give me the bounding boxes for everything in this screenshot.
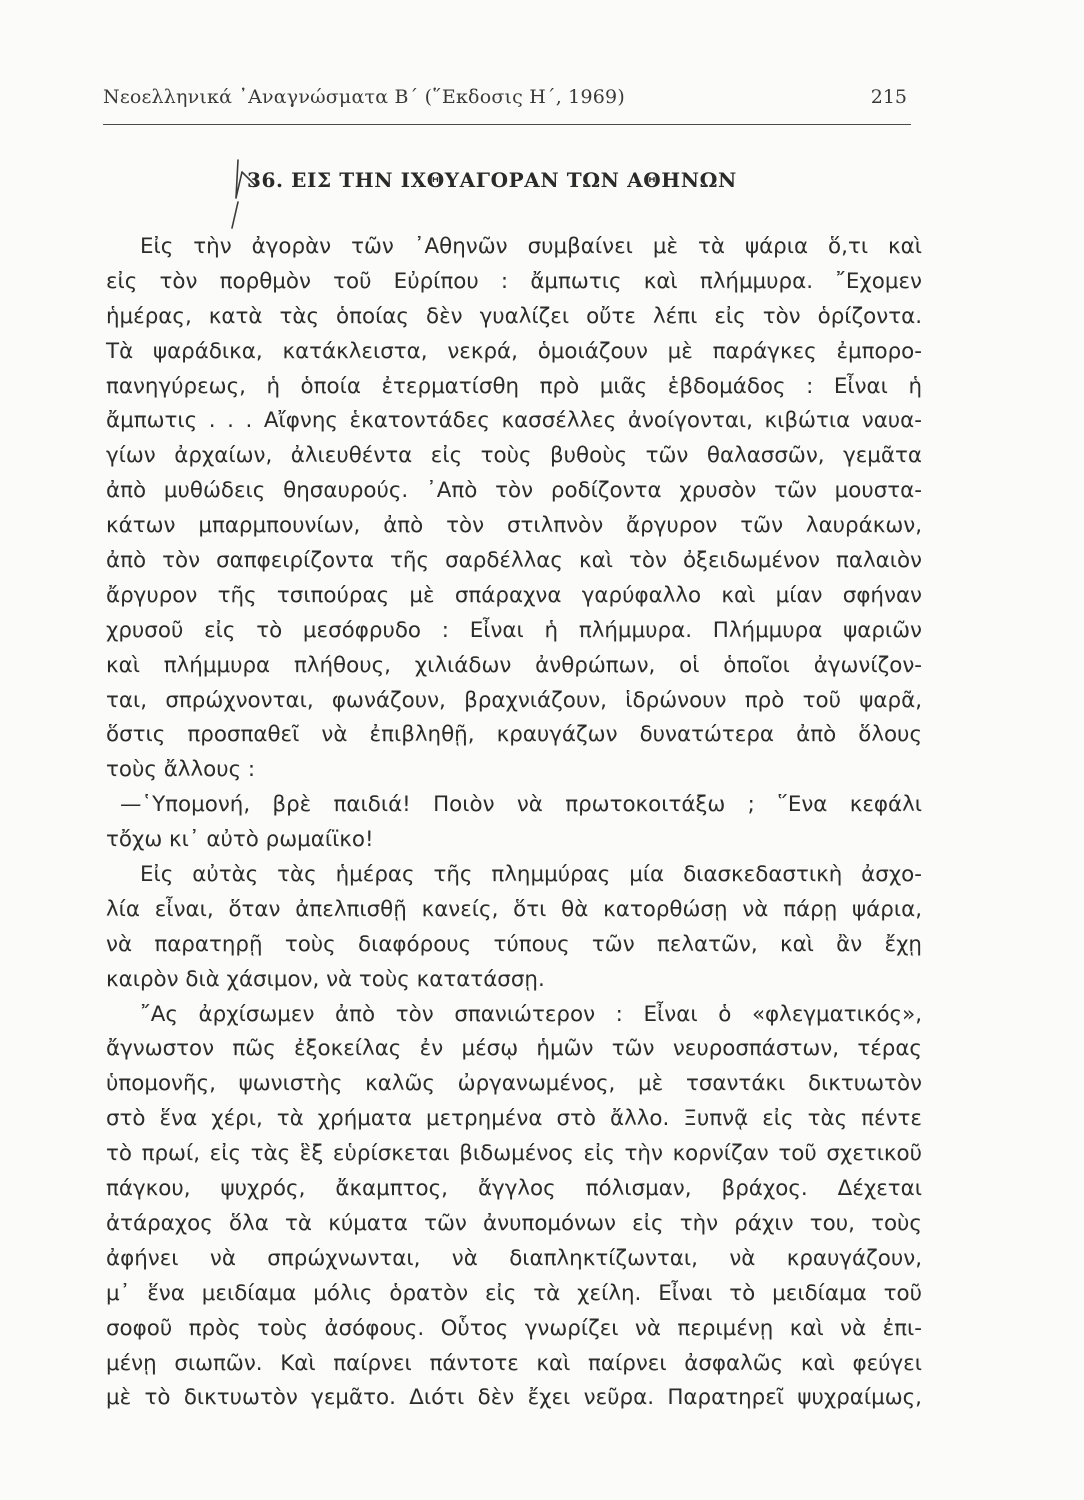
text-line: Τὰ ψαράδικα, κατάκλειστα, νεκρά, ὁμοιάζουν μὲ παράγκες ἐμπορο-	[106, 338, 922, 364]
text-line: μὲ τὸ δικτυωτὸν γεμᾶτο. Διότι δὲν ἔχει νεῦρα. Παρατηρεῖ ψυχραίμως,	[106, 1385, 922, 1411]
text-line: Εἰς τὴν ἀγορὰν τῶν ᾿Αθηνῶν συμβαίνει μὲ τὰ ψάρια ὅ,τι καὶ	[140, 234, 922, 259]
text-line: ἄγνωστον πῶς ἐξοκείλας ἐν μέσῳ ἡμῶν τῶν νευροσπάστων, τέρας	[106, 1036, 922, 1062]
text-line: ἀπὸ μυθώδεις θησαυρούς. ᾿Απὸ τὸν ροδίζοντα χρυσὸν τῶν μουστα-	[106, 478, 922, 504]
text-line: καὶ πλήμμυρα πλήθους, χιλιάδων ἀνθρώπων, οἱ ὁποῖοι ἀγωνίζον-	[106, 652, 922, 678]
text-line: πανηγύρεως, ἡ ὁποία ἐτερματίσθη πρὸ μιᾶς ἑβδομάδος : Εἶναι ἡ	[106, 373, 922, 399]
text-line: ἄργυρον τῆς τσιπούρας μὲ σπάραχνα γαρύφαλλο καὶ μίαν σφήναν	[106, 582, 922, 608]
text-line: μ᾿ ἕνα μειδίαμα μόλις ὁρατὸν εἰς τὰ χείλη. Εἶναι τὸ μειδίαμα τοῦ	[106, 1280, 922, 1306]
text-line: τοὺς ἄλλους :	[106, 757, 256, 783]
text-line: ἡμέρας, κατὰ τὰς ὁποίας δὲν γυαλίζει οὔτε λέπι εἰς τὸν ὁρίζοντα.	[106, 303, 922, 329]
text-line: τὸ πρωί, εἰς τὰς ἓξ εὑρίσκεται βιδωμένος εἰς τὴν κορνίζαν τοῦ σχετικοῦ	[106, 1141, 922, 1167]
text-line: καιρὸν διὰ χάσιμον, νὰ τοὺς κατατάσσῃ.	[106, 966, 545, 992]
text-line: τὄχω κι᾿ αὐτὸ ρωμαίϊκο!	[106, 827, 374, 853]
text-line: ὅστις προσπαθεῖ νὰ ἐπιβληθῇ, κραυγάζων δυνατώτερα ἀπὸ ὅλους	[106, 722, 922, 748]
text-line: Εἰς αὐτὰς τὰς ἡμέρας τῆς πλημμύρας μία διασκεδαστικὴ ἀσχο-	[140, 862, 922, 888]
text-line: σοφοῦ πρὸς τοὺς ἀσόφους. Οὗτος γνωρίζει νὰ περιμένῃ καὶ νὰ ἐπι-	[106, 1315, 922, 1341]
text-line: ὑπομονῆς, ψωνιστὴς καλῶς ὠργανωμένος, μὲ τσαντάκι δικτυωτὸν	[106, 1071, 922, 1097]
section-title: 36. ΕΙΣ ΤΗΝ ΙΧΘΥΑΓΟΡΑΝ ΤΩΝ ΑΘΗΝΩΝ	[247, 168, 737, 192]
text-line: μένῃ σιωπῶν. Καὶ παίρνει πάντοτε καὶ παίρνει ἀσφαλῶς καὶ φεύγει	[106, 1350, 922, 1376]
text-line: ἀφήνει νὰ σπρώχνωνται, νὰ διαπληκτίζωνται, νὰ κραυγάζουν,	[106, 1245, 922, 1271]
text-line: ται, σπρώχνονται, φωνάζουν, βραχνιάζουν, ἱδρώνουν πρὸ τοῦ ψαρᾶ,	[106, 687, 922, 713]
text-line: λία εἶναι, ὅταν ἀπελπισθῇ κανείς, ὅτι θὰ κατορθώσῃ νὰ πάρῃ ψάρια,	[106, 896, 922, 922]
text-line: ῎Ας ἀρχίσωμεν ἀπὸ τὸν σπανιώτερον : Εἶναι ὁ «φλεγματικός»,	[140, 1001, 922, 1027]
text-line: κάτων μπαρμπουνίων, ἀπὸ τὸν στιλπνὸν ἄργυρον τῶν λαυράκων,	[106, 513, 922, 539]
text-line: στὸ ἕνα χέρι, τὰ χρήματα μετρημένα στὸ ἄλλο. Ξυπνᾷ εἰς τὰς πέντε	[106, 1106, 922, 1132]
text-line: ἀτάραχος ὅλα τὰ κύματα τῶν ἀνυπομόνων εἰς τὴν ράχιν του, τοὺς	[106, 1210, 922, 1236]
text-line: πάγκου, ψυχρός, ἄκαμπτος, ἄγγλος πόλισμαν, βράχος. Δέχεται	[106, 1176, 922, 1202]
header-rule	[103, 124, 911, 125]
text-line: ἄμπωτις . . . Αἴφνης ἑκατοντάδες κασσέλλες ἀνοίγονται, κιβώτια ναυα-	[106, 408, 922, 434]
text-line: —῾Υπομονή, βρὲ παιδιά! Ποιὸν νὰ πρωτοκοιτάξω ; ῞Ενα κεφάλι	[120, 792, 922, 818]
text-line: γίων ἀρχαίων, ἀλιευθέντα εἰς τοὺς βυθοὺς τῶν θαλασσῶν, γεμᾶτα	[106, 443, 922, 469]
body-text	[106, 230, 922, 1416]
text-line: εἰς τὸν πορθμὸν τοῦ Εὐρίπου : ἄμπωτις καὶ πλήμμυρα. ῎Εχομεν	[106, 268, 922, 294]
text-line: χρυσοῦ εἰς τὸ μεσόφρυδο : Εἶναι ἡ πλήμμυρα. Πλήμμυρα ψαριῶν	[106, 617, 922, 643]
page-number: 215	[870, 86, 907, 108]
text-line: ἀπὸ τὸν σαπφειρίζοντα τῆς σαρδέλλας καὶ τὸν ὀξειδωμένον παλαιὸν	[106, 548, 922, 574]
text-line: νὰ παρατηρῇ τοὺς διαφόρους τύπους τῶν πελατῶν, καὶ ἂν ἔχῃ	[106, 931, 922, 957]
header-title: Νεοελληνικά ᾿Αναγνώσματα Β΄ (῞Εκδοσις Η΄, 1969)	[103, 86, 625, 108]
running-header	[103, 86, 911, 126]
